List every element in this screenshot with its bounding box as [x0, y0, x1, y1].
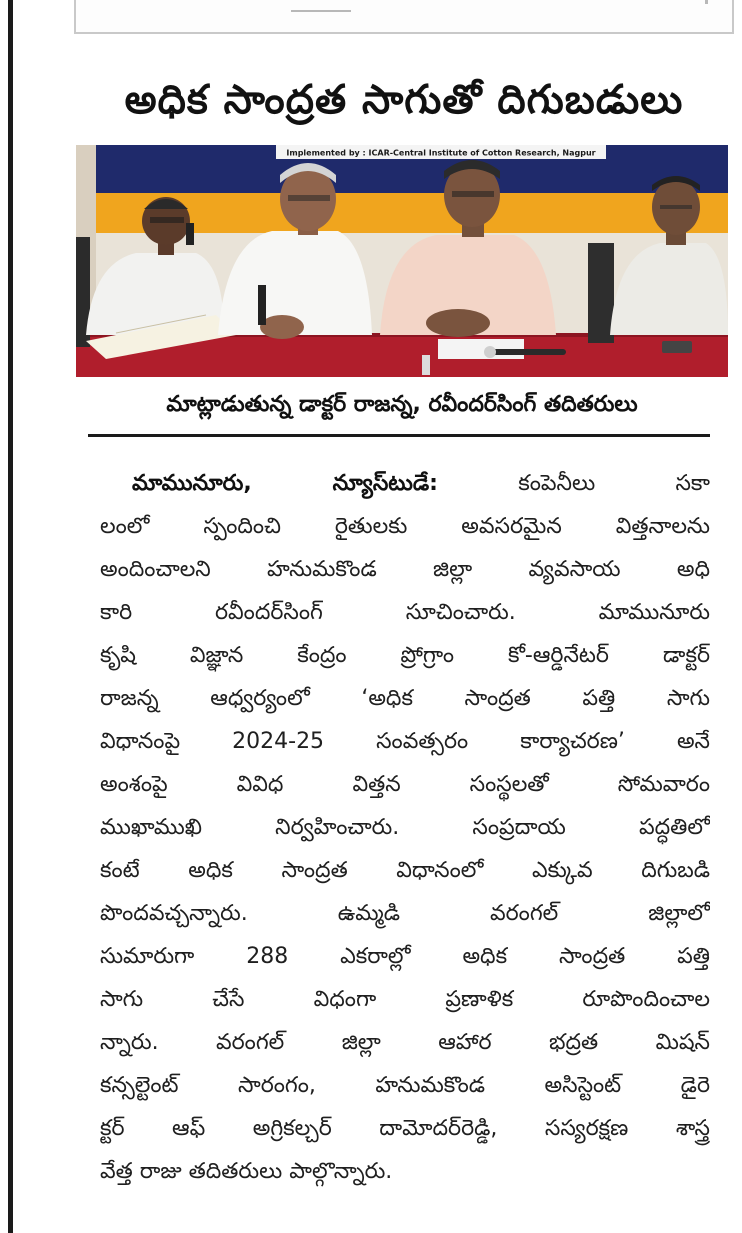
- photo-banner-text: Implemented by : ICAR-Central Institute of Cotton Research, Nagpur: [286, 148, 596, 158]
- article-line-6: రాజన్న ఆధ్వర్యంలో ‘అధిక సాంద్రత పత్తి సాగు: [100, 686, 710, 711]
- article-line-5: కృషి విజ్ఞాన కేంద్రం ప్రోగ్రాం కో-ఆర్డినేటర్ డాక్టర్: [100, 643, 710, 668]
- news-photo: [76, 145, 728, 377]
- article-line-2: లంలో స్పందించి రైతులకు అవసరమైన విత్తనాలను: [100, 514, 710, 539]
- meeting-photo-illustration: [76, 145, 728, 377]
- caption-divider: [88, 434, 710, 437]
- article-line-4: కారి రవీందర్‌సింగ్ సూచించారు. మామునూరు: [100, 600, 710, 625]
- article-line-17: వేత్త రాజు తదితరులు పాల్గొన్నారు.: [100, 1159, 393, 1184]
- article-line-3: అందించాలని హనుమకొండ జిల్లా వ్యవసాయ అధి: [100, 557, 710, 582]
- article-body: [100, 462, 710, 1193]
- photo-chair-right: [588, 243, 614, 343]
- article-line-15: కన్సల్టెంట్ సారంగం, హనుమకొండ అసిస్టెంట్ డైరె: [100, 1073, 710, 1098]
- article-line-text: కంపెనీలు సకా: [518, 471, 710, 496]
- article-line-14: న్నారు. వరంగల్ జిల్లా ఆహార భద్రత మిషన్: [100, 1030, 710, 1055]
- article-line-12: సుమారుగా 288 ఎకరాల్లో అధిక సాంద్రత పత్తి: [100, 944, 710, 969]
- photo-phone: [662, 341, 692, 353]
- photo-microphone: [486, 349, 566, 355]
- article-line-10: కంటే అధిక సాంద్రత విధానంలో ఎక్కువ దిగుబడి: [100, 858, 710, 883]
- page-edge-rule: [8, 0, 13, 1233]
- article-line-16: క్టర్ ఆఫ్ అగ్రికల్చర్ దామోదర్‌రెడ్డి, సస్యరక్షణ శాస్త్ర: [100, 1116, 710, 1141]
- article-line-9: ముఖాముఖి నిర్వహించారు. సంప్రదాయ పద్ధతిలో: [100, 815, 710, 840]
- photo-bottle: [422, 355, 430, 375]
- photo-microphone-head: [484, 346, 496, 358]
- article-line-7: విధానంపై 2024-25 సంవత్సరం కార్యాచరణ’ అనే: [100, 729, 710, 754]
- article-line-8: అంశంపై వివిధ విత్తన సంస్థలతో సోమవారం: [100, 772, 710, 797]
- article-line-11: పొందవచ్చన్నారు. ఉమ్మడి వరంగల్ జిల్లాలో: [100, 901, 710, 926]
- article-line-1: [100, 462, 710, 505]
- article-dateline: మామునూరు, న్యూస్‌టుడే:: [132, 471, 438, 496]
- previous-article-fragment: [291, 0, 351, 12]
- photo-caption: మాట్లాడుతున్న డాక్టర్ రాజన్న, రవీందర్‌సింగ్ తదితరులు: [166, 392, 638, 417]
- previous-article-fragment-mark: [705, 0, 708, 4]
- article-line-13: సాగు చేసే విధంగా ప్రణాళిక రూపొందించాల: [100, 987, 710, 1012]
- previous-article-box: [74, 0, 734, 34]
- article-headline: అధిక సాంద్రత సాగుతో దిగుబడులు: [124, 77, 684, 123]
